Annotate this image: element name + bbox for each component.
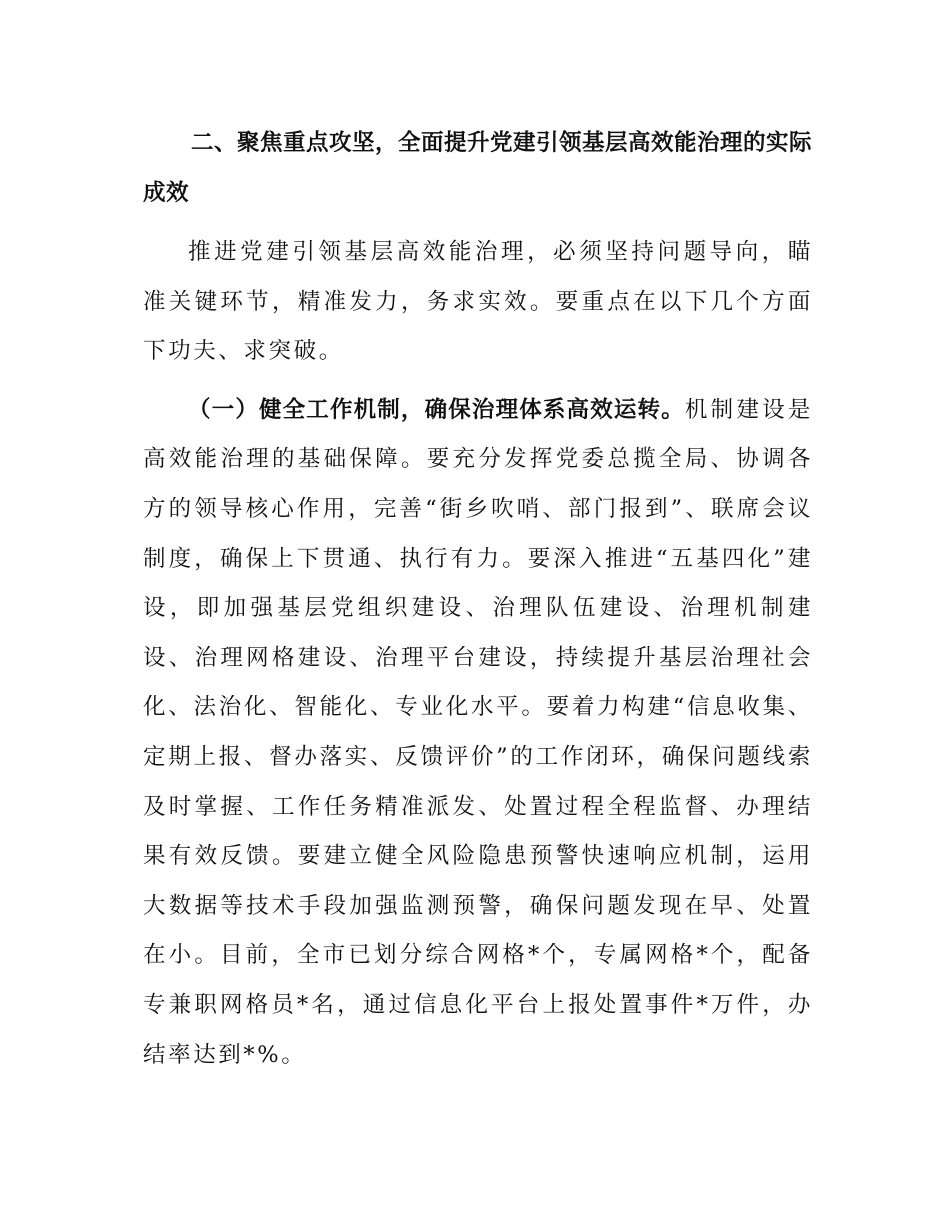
intro-paragraph — [143, 228, 813, 377]
mechanism-paragraph — [143, 386, 813, 1080]
intro-paragraph-text: 推进党建引领基层高效能治理，必须坚持问题导向，瞄准关键环节，精准发力，务求实效。要重点在以下几个方面下功夫、求突破。 — [143, 239, 813, 365]
document-page — [143, 118, 813, 1080]
section-heading: 二、聚焦重点攻坚，全面提升党建引领基层高效能治理的实际成效 — [143, 130, 813, 206]
mechanism-paragraph-lead: （一）健全工作机制，确保治理体系高效运转。 — [188, 396, 685, 423]
mechanism-paragraph-text: 机制建设是高效能治理的基础保障。要充分发挥党委总揽全局、协调各方的领导核心作用，完善“街乡吹哨、部门报到”、联席会议制度，确保上下贯通、执行有力。要深入推进“五基四化”建设，即加强基层党组织建设、治理队伍建设、治理机制建设、治理网格建设、治理平台建设，持续提升基层治理社会化、法治化、智能化、专业化水平。要着力构建“信息收集、定期上报、督办落实、反馈评价”的工作闭环，确保问题线索及时掌握、工作任务精准派发、处置过程全程监督、办理结果有效反馈。要建立健全风险隐患预警快速响应机制，运用大数据等技术手段加强监测预警，确保问题发现在早、处置在小。目前，全市已划分综合网格*个，专属网格*个，配备专兼职网格员*名，通过信息化平台上报处置事件*万件，办结率达到*%。 — [143, 396, 813, 1068]
